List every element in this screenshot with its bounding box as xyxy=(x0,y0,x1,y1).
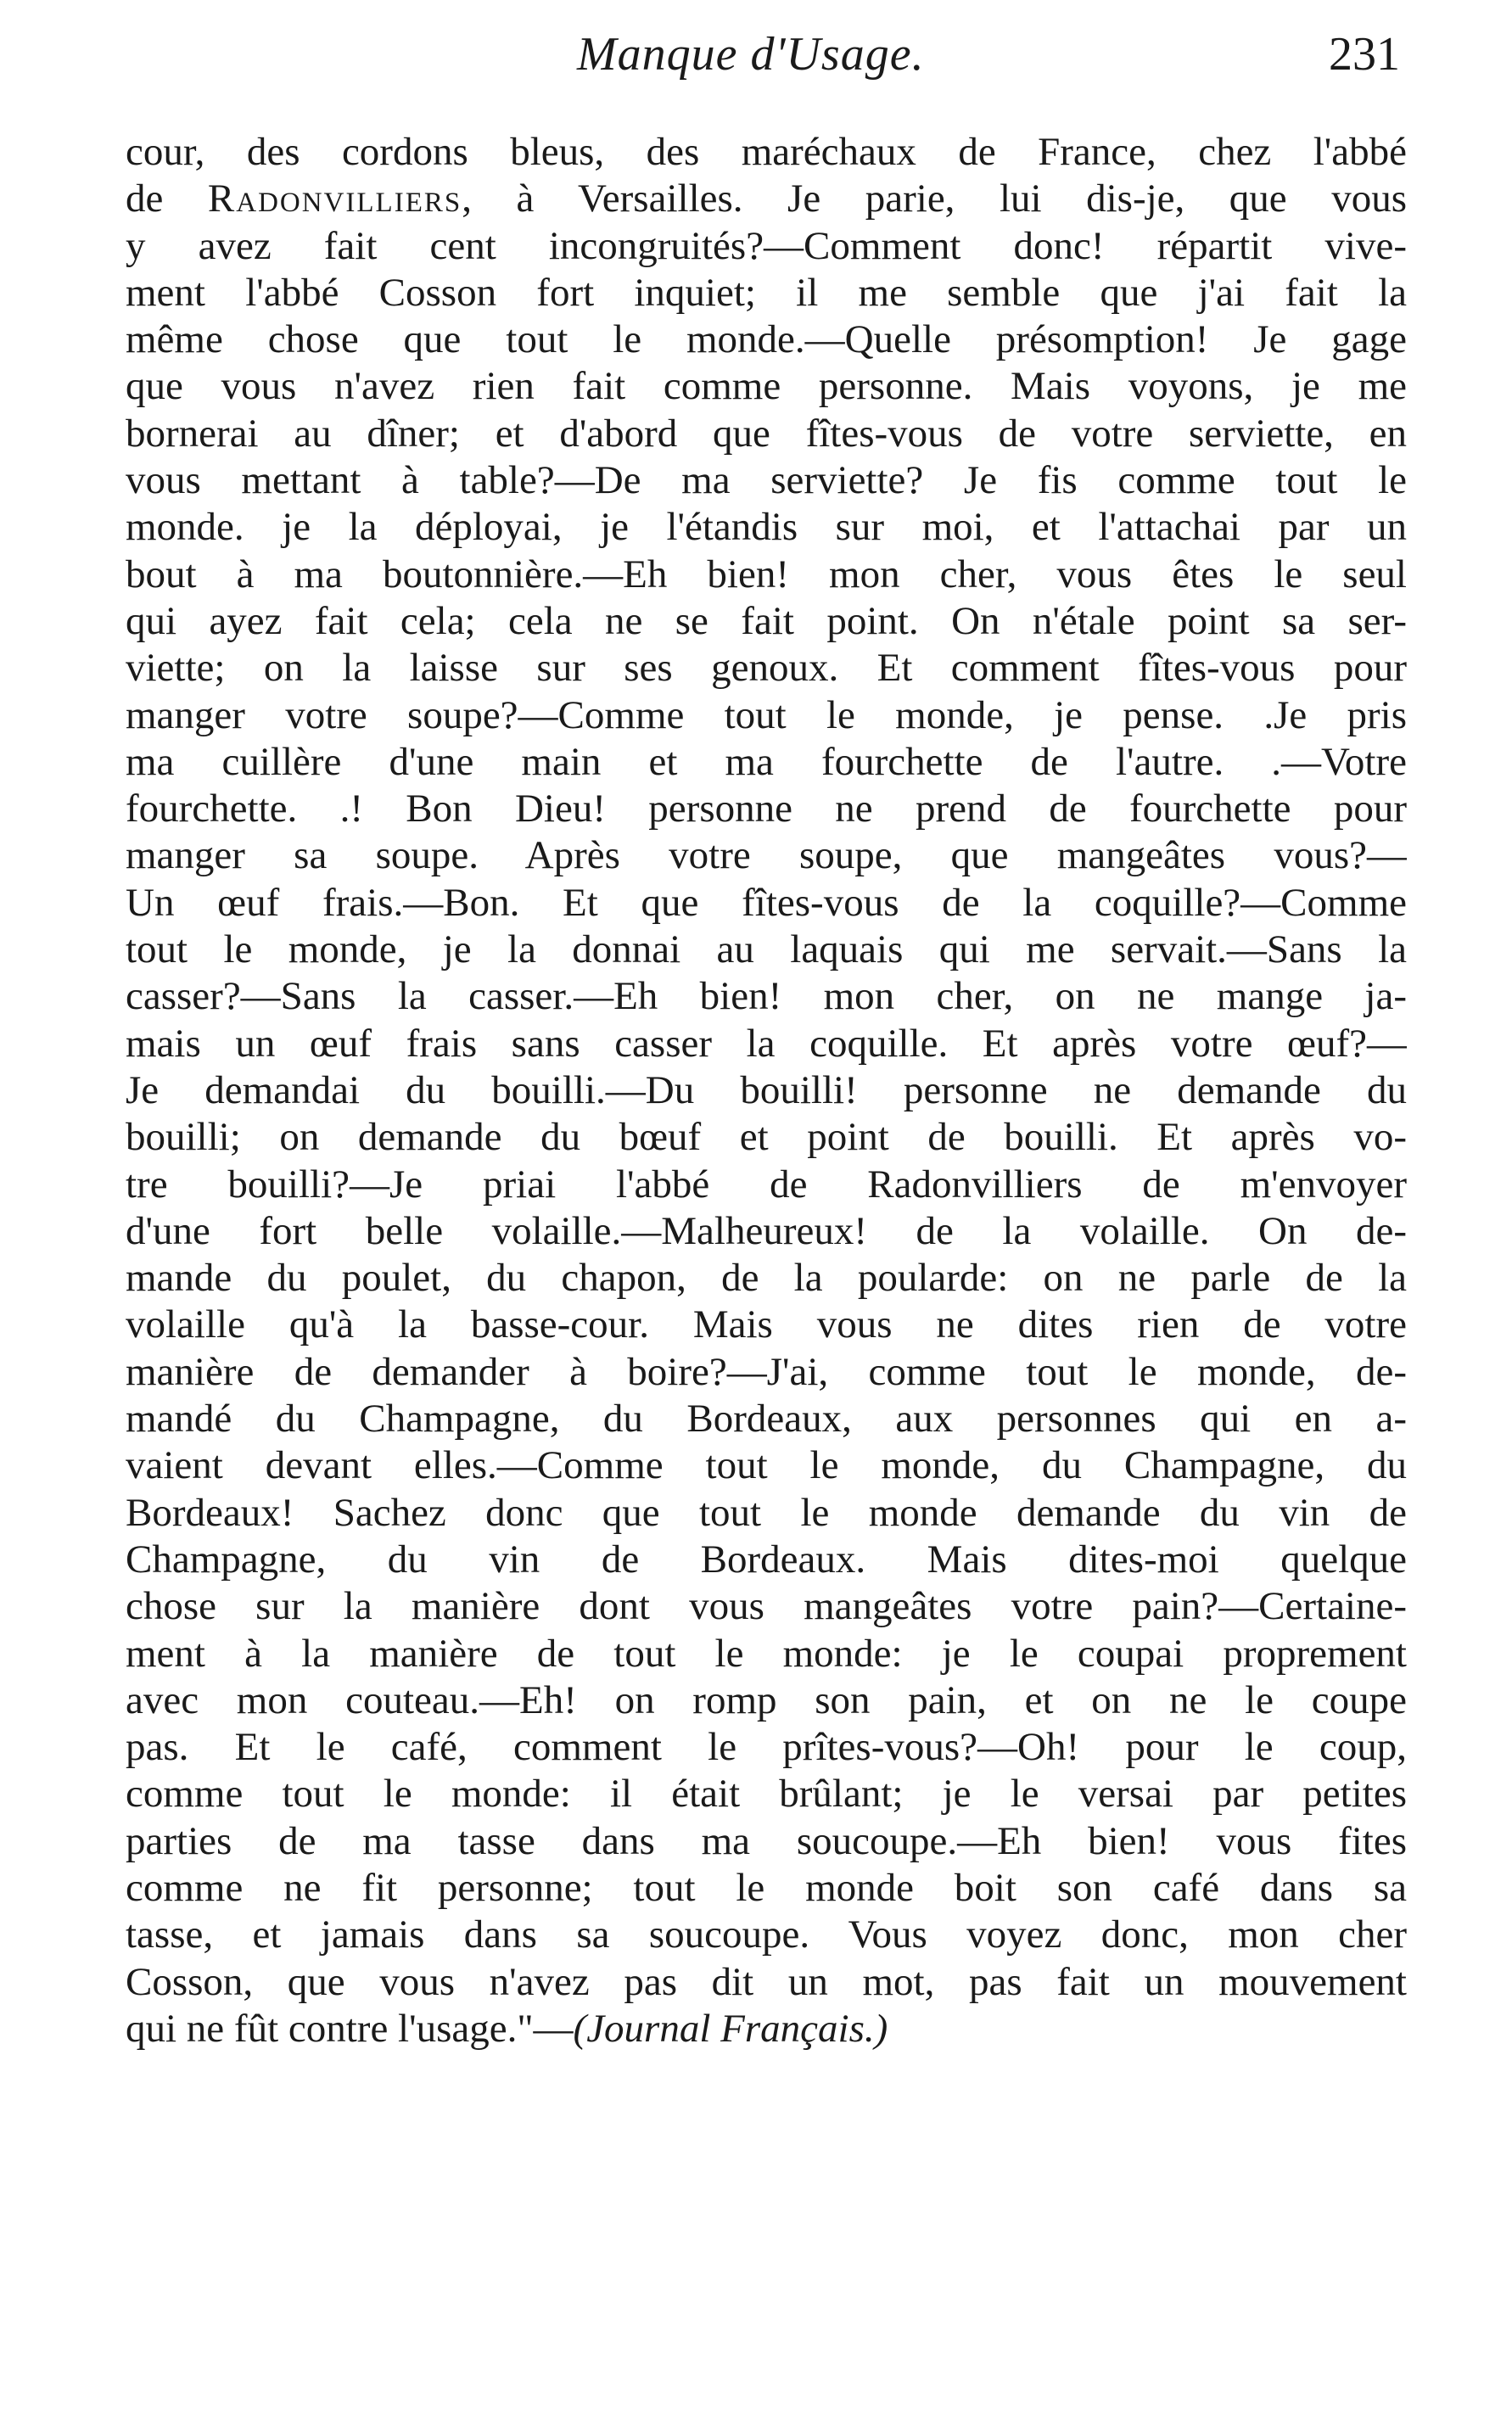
text-line: bornerai au dîner; et d'abord que fîtes-vous de votre serviette, en xyxy=(126,411,1407,456)
text-line: ma cuillère d'une main et ma fourchette de l'autre. .—Votre xyxy=(126,739,1407,784)
text-line: tout le monde, je la donnai au laquais qui me servait.—Sans la xyxy=(126,927,1407,972)
text-line: qui ayez fait cela; cela ne se fait point. On n'étale point sa ser- xyxy=(126,598,1407,643)
page-header xyxy=(127,22,1400,98)
text-line: Je demandai du bouilli.—Du bouilli! personne ne demande du xyxy=(126,1067,1407,1112)
text-line: mais un œuf frais sans casser la coquille. Et après votre œuf?— xyxy=(126,1021,1407,1066)
name-smallcaps: Radonvilliers xyxy=(207,176,462,221)
text-line: que vous n'avez rien fait comme personne. Mais voyons, je me xyxy=(126,364,1407,409)
text-line: avec mon couteau.—Eh! on romp son pain, et on ne le coupe xyxy=(126,1677,1407,1722)
text-line: comme ne fit personne; tout le monde boit son café dans sa xyxy=(126,1865,1407,1910)
text-line: même chose que tout le monde.—Quelle présomption! Je gage xyxy=(126,317,1407,362)
text-line: bout à ma boutonnière.—Eh bien! mon cher, vous êtes le seul xyxy=(126,552,1407,596)
text-line: tasse, et jamais dans sa soucoupe. Vous voyez donc, mon cher xyxy=(126,1912,1407,1957)
text-line: chose sur la manière dont vous mangeâtes votre pain?—Certaine- xyxy=(126,1584,1407,1629)
running-head: Manque d'Usage. xyxy=(577,28,925,81)
citation: (Journal Français.) xyxy=(573,2006,888,2051)
text-line: Cosson, que vous n'avez pas dit un mot, pas fait un mouvement xyxy=(126,1959,1407,2004)
text-line: Un œuf frais.—Bon. Et que fîtes-vous de la coquille?—Comme xyxy=(126,880,1407,925)
text-line: manière de demander à boire?—J'ai, comme tout le monde, de- xyxy=(126,1349,1407,1394)
text-line: y avez fait cent incongruités?—Comment donc! répartit vive- xyxy=(126,223,1407,268)
text-line: monde. je la déployai, je l'étandis sur moi, et l'attachai par un xyxy=(126,505,1407,550)
text-line: Champagne, du vin de Bordeaux. Mais dites-moi quelque xyxy=(126,1537,1407,1582)
text-line: mandé du Champagne, du Bordeaux, aux personnes qui en a- xyxy=(126,1397,1407,1442)
text-line: ment l'abbé Cosson fort inquiet; il me semble que j'ai fait la xyxy=(126,270,1407,315)
text-line: de Radonvilliers, à Versailles. Je parie, lui dis-je, que vous xyxy=(126,176,1407,221)
text-line: d'une fort belle volaille.—Malheureux! de la volaille. On de- xyxy=(126,1208,1407,1253)
text-line: parties de ma tasse dans ma soucoupe.—Eh bien! vous fites xyxy=(126,1818,1407,1863)
text-line: casser?—Sans la casser.—Eh bien! mon cher, on ne mange ja- xyxy=(126,974,1407,1019)
text-line: tre bouilli?—Je priai l'abbé de Radonvilliers de m'envoyer xyxy=(126,1162,1407,1207)
text-line: volaille qu'à la basse-cour. Mais vous ne dites rien de votre xyxy=(126,1302,1407,1347)
text-line: viette; on la laisse sur ses genoux. Et comment fîtes-vous pour xyxy=(126,646,1407,691)
text-line: bouilli; on demande du bœuf et point de bouilli. Et après vo- xyxy=(126,1115,1407,1160)
text-line: comme tout le monde: il était brûlant; je le versai par petites xyxy=(126,1772,1407,1817)
text-line: manger votre soupe?—Comme tout le monde, je pense. .Je pris xyxy=(126,692,1407,737)
text-line: Bordeaux! Sachez donc que tout le monde demande du vin de xyxy=(126,1490,1407,1535)
text-line: vaient devant elles.—Comme tout le monde, du Champagne, du xyxy=(126,1443,1407,1488)
text-line: vous mettant à table?—De ma serviette? Je fis comme tout le xyxy=(126,458,1407,503)
text-line: manger sa soupe. Après votre soupe, que mangeâtes vous?— xyxy=(126,833,1407,878)
text-line: pas. Et le café, comment le prîtes-vous?—Oh! pour le coup, xyxy=(126,1725,1407,1770)
text-line-final: qui ne fût contre l'usage."—(Journal Français.) xyxy=(126,2006,888,2051)
page-number: 231 xyxy=(1329,28,1400,81)
text-line: cour, des cordons bleus, des maréchaux de France, chez l'abbé xyxy=(126,130,1407,174)
body-text xyxy=(126,129,1407,2052)
text-line: mande du poulet, du chapon, de la poularde: on ne parle de la xyxy=(126,1256,1407,1301)
text-line: ment à la manière de tout le monde: je le coupai proprement xyxy=(126,1631,1407,1676)
text-line: fourchette. .! Bon Dieu! personne ne prend de fourchette pour xyxy=(126,787,1407,831)
